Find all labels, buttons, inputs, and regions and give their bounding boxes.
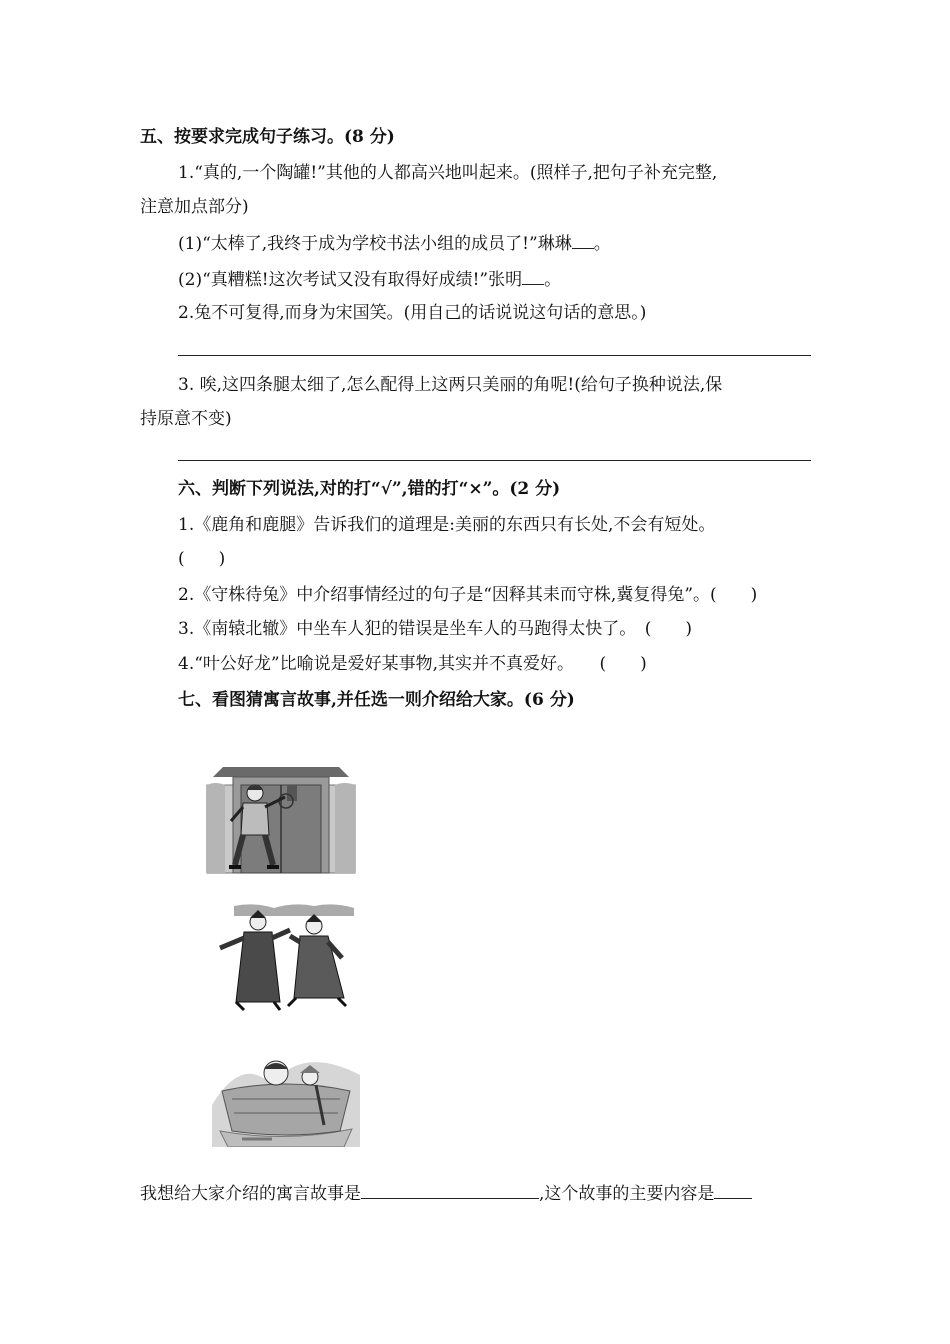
q1-a-blank[interactable] bbox=[572, 232, 594, 249]
boat-illustration bbox=[212, 1035, 360, 1147]
q3-answer-line[interactable] bbox=[178, 460, 811, 461]
section7-title: 七、看图猜寓言故事,并任选一则介绍给大家。(6 分) bbox=[178, 690, 575, 710]
story-content-blank[interactable] bbox=[714, 1182, 752, 1199]
q1-b-period: 。 bbox=[544, 270, 562, 290]
q1-b-blank[interactable] bbox=[522, 268, 544, 285]
section6-title: 六、判断下列说法,对的打“√”,错的打“×”。(2 分) bbox=[178, 479, 561, 499]
two-men-illustration bbox=[214, 902, 356, 1012]
judge-item-2: 2.《守株待兔》中介绍事情经过的句子是“因释其耒而守株,冀复得兔”。( ) bbox=[178, 585, 758, 605]
q1-b-text: (2)“真糟糕!这次考试又没有取得好成绩!”张明 bbox=[178, 270, 523, 290]
gate-man-illustration bbox=[205, 755, 357, 877]
judge-item-1: 1.《鹿角和鹿腿》告诉我们的道理是:美丽的东西只有长处,不会有短处。 bbox=[178, 515, 716, 535]
q1-line2: 注意加点部分) bbox=[140, 197, 249, 217]
q1-a-text: (1)“太棒了,我终于成为学校书法小组的成员了!”琳琳 bbox=[178, 234, 572, 254]
final-line bbox=[140, 1182, 752, 1205]
judge-item-4: 4.“叶公好龙”比喻说是爱好某事物,其实并不真爱好。 ( ) bbox=[178, 654, 647, 674]
q1-a-period: 。 bbox=[593, 234, 611, 254]
story-name-blank[interactable] bbox=[361, 1182, 539, 1199]
judge-item-1-paren[interactable]: ( ) bbox=[178, 549, 226, 569]
q1-b bbox=[178, 268, 561, 291]
q2-answer-line[interactable] bbox=[178, 355, 811, 356]
q2-text: 2.兔不可复得,而身为宋国笑。(用自己的话说说这句话的意思。) bbox=[178, 303, 647, 323]
final-text-a: 我想给大家介绍的寓言故事是 bbox=[140, 1184, 361, 1204]
q3-line1: 3. 唉,这四条腿太细了,怎么配得上这两只美丽的角呢!(给句子换种说法,保 bbox=[178, 375, 723, 395]
q1-line1: 1.“真的,一个陶罐!”其他的人都高兴地叫起来。(照样子,把句子补充完整, bbox=[178, 163, 718, 183]
q3-line2: 持原意不变) bbox=[140, 409, 232, 429]
final-text-b: ,这个故事的主要内容是 bbox=[539, 1184, 715, 1204]
section5-title: 五、按要求完成句子练习。(8 分) bbox=[140, 127, 395, 147]
q1-a bbox=[178, 232, 611, 255]
judge-item-3: 3.《南辕北辙》中坐车人犯的错误是坐车人的马跑得太快了。 ( ) bbox=[178, 619, 692, 639]
